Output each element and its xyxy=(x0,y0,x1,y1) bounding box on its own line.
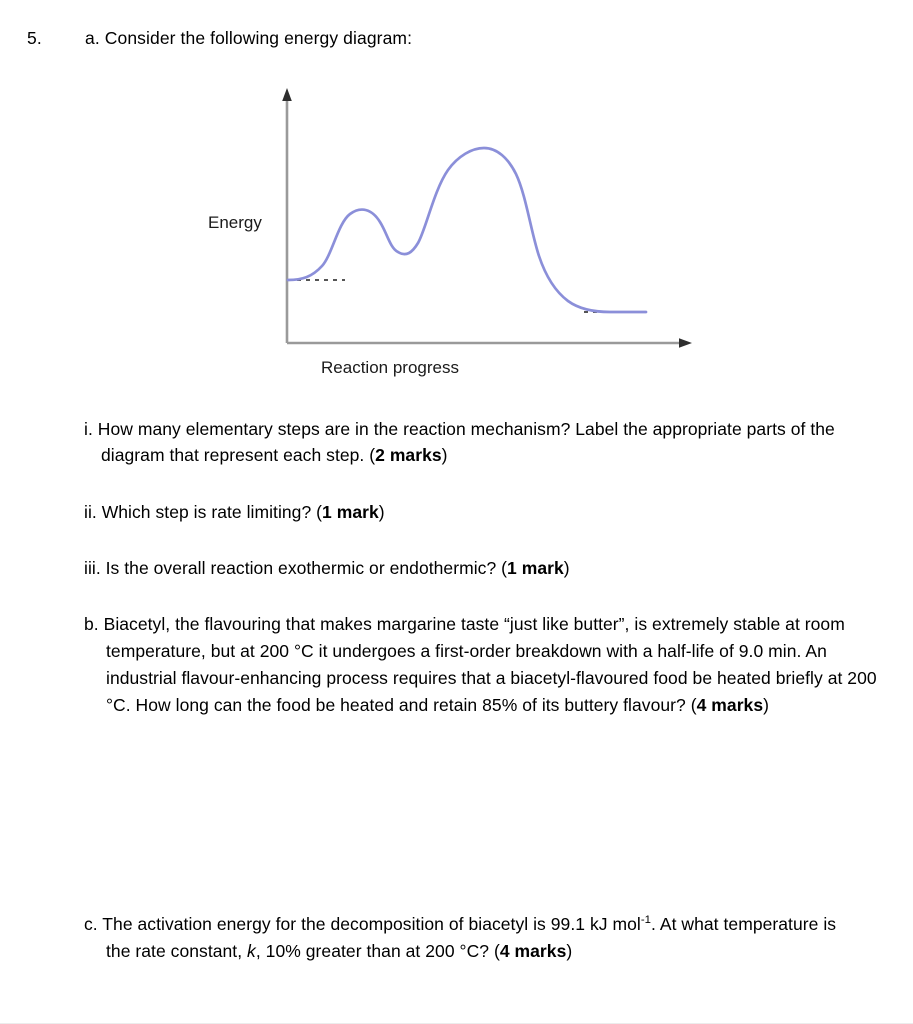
x-axis xyxy=(287,338,692,348)
part-c xyxy=(84,911,844,965)
sub-question-iii-marks: 1 mark xyxy=(507,558,564,578)
sub-question-iii-text: iii. Is the overall reaction exothermic or endothermic? ( xyxy=(84,558,508,578)
reaction-coordinate-curve xyxy=(288,148,646,312)
part-b xyxy=(84,611,884,719)
sub-question-ii-tail: ) xyxy=(378,502,385,522)
y-axis-label: Energy xyxy=(208,213,262,232)
sub-question-iii-tail: ) xyxy=(563,558,570,578)
sub-question-ii-marks: 1 mark xyxy=(322,502,379,522)
sub-question-iii xyxy=(84,556,864,582)
part-c-rate-constant-symbol: k xyxy=(247,941,256,961)
sub-question-i xyxy=(84,417,864,468)
question-number: 5. xyxy=(27,28,42,48)
x-axis-label: Reaction progress xyxy=(321,358,459,377)
sub-question-i-marks: 2 marks xyxy=(375,444,442,465)
part-c-tail: ) xyxy=(566,941,573,961)
part-a-intro-text: a. Consider the following energy diagram: xyxy=(85,28,413,48)
part-c-text-after-superscript: . At what temperature is the rate constant, xyxy=(106,914,837,961)
y-axis xyxy=(282,88,292,343)
part-b-text: b. Biacetyl, the flavouring that makes margarine taste “just like butter”, is extremely stable at room temperature, but at 200 °C it undergoes a first-order breakdown with a half-life of 9.0 min. An industrial flavour-enhancing process requires that a biacetyl-flavoured food be heated briefly at 200 °C. How long can the food be heated and retain 85% of its buttery flavour? ( xyxy=(84,614,877,715)
part-c-superscript: -1 xyxy=(640,914,652,927)
part-b-tail: ) xyxy=(763,695,770,715)
sub-question-ii xyxy=(84,500,864,526)
part-c-marks: 4 marks xyxy=(499,941,567,961)
energy-diagram xyxy=(190,80,710,385)
part-c-text-before-superscript: c. The activation energy for the decomposition of biacetyl is 99.1 kJ mol xyxy=(84,914,641,934)
part-b-marks: 4 marks xyxy=(696,695,764,715)
sub-question-i-text: i. How many elementary steps are in the reaction mechanism? Label the appropriate parts of the diagram that represent each step. ( xyxy=(84,419,835,465)
sub-question-i-tail: ) xyxy=(441,444,448,465)
part-c-text-after-italic: , 10% greater than at 200 °C? ( xyxy=(255,941,500,961)
sub-question-ii-text: ii. Which step is rate limiting? ( xyxy=(84,502,323,522)
